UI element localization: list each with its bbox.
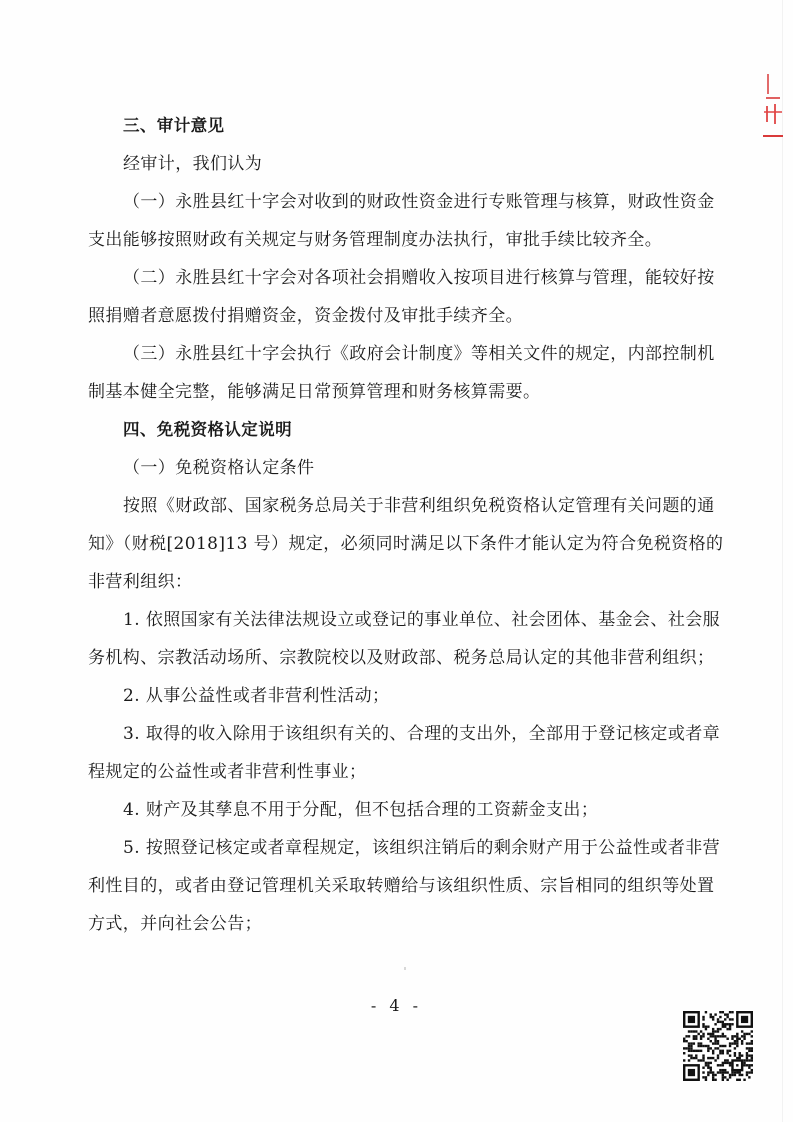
text-line: 照捐赠者意愿拨付捐赠资金，资金拨付及审批手续齐全。 xyxy=(88,306,523,326)
section-heading: 四、免税资格认定说明 xyxy=(123,420,292,439)
text-line: 方式，并向社会公告； xyxy=(88,914,262,934)
text-line: 4. 财产及其孳息不用于分配，但不包括合理的工资薪金支出； xyxy=(123,800,599,820)
section-heading: 三、审计意见 xyxy=(123,116,225,135)
qr-code-icon xyxy=(683,1011,753,1081)
page-edge-line xyxy=(782,0,783,1122)
text-line: 5. 按照登记核定或者章程规定，该组织注销后的剩余财产用于公益性或者非营 xyxy=(123,838,721,858)
text-line: 支出能够按照财政有关规定与财务管理制度办法执行，审批手续比较齐全。 xyxy=(88,230,663,250)
binding-stamp-mark xyxy=(762,66,784,146)
text-line: 知》（财税[2018]13 号）规定，必须同时满足以下条件才能认定为符合免税资格的 xyxy=(88,534,724,554)
text-line: （三）永胜县红十字会执行《政府会计制度》等相关文件的规定，内部控制机 xyxy=(123,344,715,364)
text-line: 2. 从事公益性或者非营利性活动； xyxy=(123,686,390,706)
text-line: 程规定的公益性或者非营利性事业； xyxy=(88,762,367,782)
text-line: （二）永胜县红十字会对各项社会捐赠收入按项目进行核算与管理，能较好按 xyxy=(123,268,715,288)
text-line: 制基本健全完整，能够满足日常预算管理和财务核算需要。 xyxy=(88,382,541,402)
text-line: （一）永胜县红十字会对收到的财政性资金进行专账管理与核算，财政性资金 xyxy=(123,192,715,212)
text-line: 经审计，我们认为 xyxy=(123,154,263,174)
text-line: 非营利组织： xyxy=(88,572,193,592)
document-body xyxy=(88,107,724,943)
text-line: 按照《财政部、国家税务总局关于非营利组织免税资格认定管理有关问题的通 xyxy=(123,496,715,516)
page-number: - 4 - xyxy=(370,996,423,1015)
text-line: 务机构、宗教活动场所、宗教院校以及财政部、税务总局认定的其他非营利组织； xyxy=(88,648,715,668)
text-line: 利性目的，或者由登记管理机关采取转赠给与该组织性质、宗旨相同的组织等处置 xyxy=(88,876,715,896)
text-line: 3. 取得的收入除用于该组织有关的、合理的支出外，全部用于登记核定或者章 xyxy=(123,724,721,744)
scan-speck xyxy=(404,967,406,970)
text-line: （一）免税资格认定条件 xyxy=(123,458,315,478)
text-line: 1. 依照国家有关法律法规设立或登记的事业单位、社会团体、基金会、社会服 xyxy=(123,610,721,630)
